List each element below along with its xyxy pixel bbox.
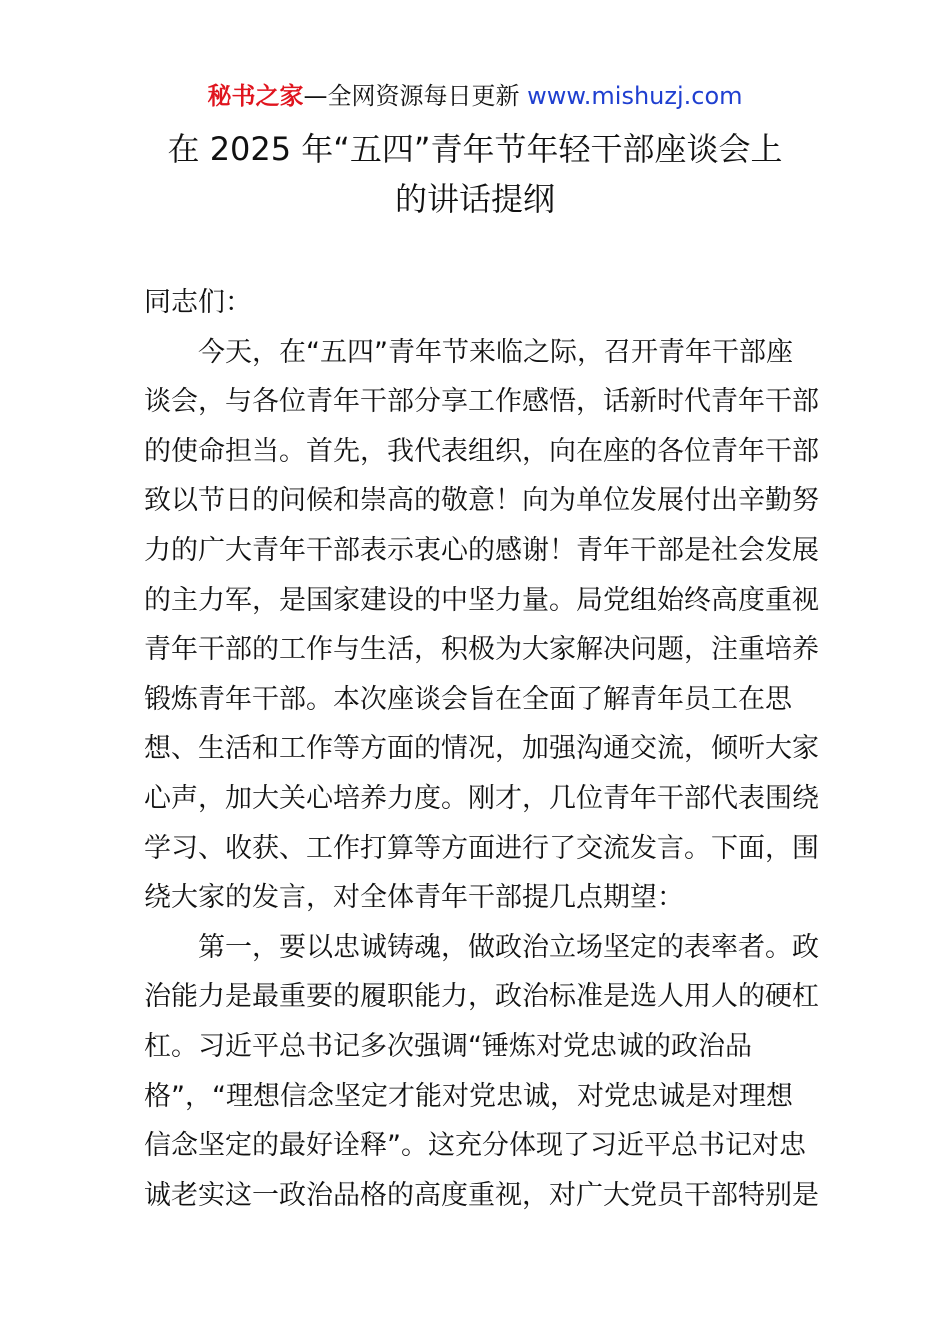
title-line: 的讲话提纲: [394, 180, 555, 218]
body-line: 今天，在“五四”青年节来临之际，召开青年干部座: [144, 336, 793, 368]
site-url-link[interactable]: www.mishuzj.com: [527, 82, 743, 110]
body-line: 力的广大青年干部表示衷心的感谢！青年干部是社会发展: [144, 534, 819, 566]
body-line: 致以节日的问候和崇高的敬意！向为单位发展付出辛勤努: [144, 485, 819, 517]
body-line: 心声，加大关心培养力度。刚才，几位青年干部代表围绕: [144, 782, 819, 814]
body-line: 治能力是最重要的履职能力，政治标准是选人用人的硬杠: [144, 981, 819, 1013]
body-line: 的使命担当。首先，我代表组织，向在座的各位青年干部: [144, 435, 819, 467]
body-line: 绕大家的发言，对全体青年干部提几点期望：: [144, 882, 684, 914]
body-line: 信念坚定的最好诠释”。这充分体现了习近平总书记对忠: [144, 1130, 806, 1162]
body-line: 学习、收获、工作打算等方面进行了交流发言。下面，围: [144, 832, 819, 864]
title-line: 在 2025 年“五四”青年节年轻干部座谈会上: [167, 130, 783, 168]
body-line: 杠。习近平总书记多次强调“锤炼对党忠诚的政治品: [144, 1030, 752, 1062]
body-line: 格”，“理想信念坚定才能对党忠诚，对党忠诚是对理想: [144, 1080, 793, 1112]
body-line: 第一，要以忠诚铸魂，做政治立场坚定的表率者。政: [144, 931, 819, 963]
body-line: 的主力军，是国家建设的中坚力量。局党组始终高度重视: [144, 584, 819, 616]
body-line: 想、生活和工作等方面的情况，加强沟通交流，倾听大家: [144, 733, 819, 765]
header-tagline: —全网资源每日更新: [303, 82, 528, 110]
body-line: 锻炼青年干部。本次座谈会旨在全面了解青年员工在思: [144, 683, 792, 715]
body-line: 诚老实这一政治品格的高度重视，对广大党员干部特别是: [144, 1179, 819, 1211]
document-body: [144, 278, 824, 1220]
salutation: 同志们：: [144, 287, 252, 318]
body-line: 青年干部的工作与生活，积极为大家解决问题，注重培养: [144, 634, 819, 666]
body-line: 谈会，与各位青年干部分享工作感悟，话新时代青年干部: [144, 386, 819, 418]
document-title: [120, 124, 830, 224]
site-header: [0, 80, 950, 112]
brand-name: 秘书之家: [207, 82, 304, 110]
